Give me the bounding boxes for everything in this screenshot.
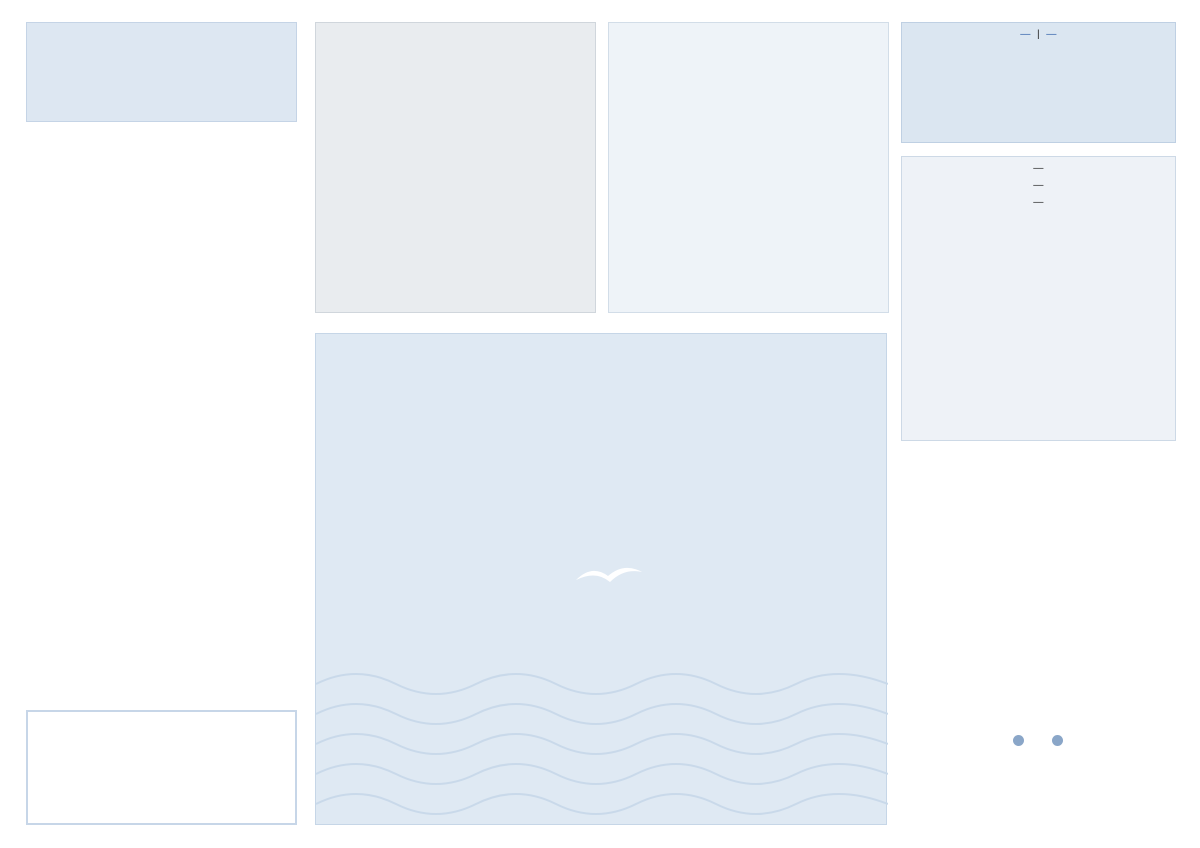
- sides-section: [901, 452, 1176, 712]
- legend-vegan: [1052, 735, 1065, 746]
- sauces-item: —: [1033, 197, 1044, 208]
- sunday-carvery-panel: [901, 22, 1176, 143]
- starters-to-share-panel: [26, 710, 297, 825]
- legend: [901, 735, 1176, 746]
- salads-panel: [608, 22, 889, 313]
- wood-texture: [316, 23, 595, 312]
- ribeye-item: —: [1033, 163, 1044, 174]
- notes-section: [901, 725, 1176, 835]
- speciality-panel: [315, 22, 596, 313]
- grill-panel: [901, 156, 1176, 441]
- main-course-panel: [315, 333, 887, 825]
- while-you-wait-panel: [26, 22, 297, 122]
- wave-decoration: [316, 654, 888, 824]
- plate-prices: — | —: [1020, 29, 1057, 40]
- fillet-item: —: [1033, 180, 1044, 191]
- legend-vegetarian: [1013, 735, 1026, 746]
- starters-section: [26, 130, 297, 705]
- vegetarian-icon: [1013, 735, 1024, 746]
- vegan-icon: [1052, 735, 1063, 746]
- seagull-icon: [574, 560, 644, 590]
